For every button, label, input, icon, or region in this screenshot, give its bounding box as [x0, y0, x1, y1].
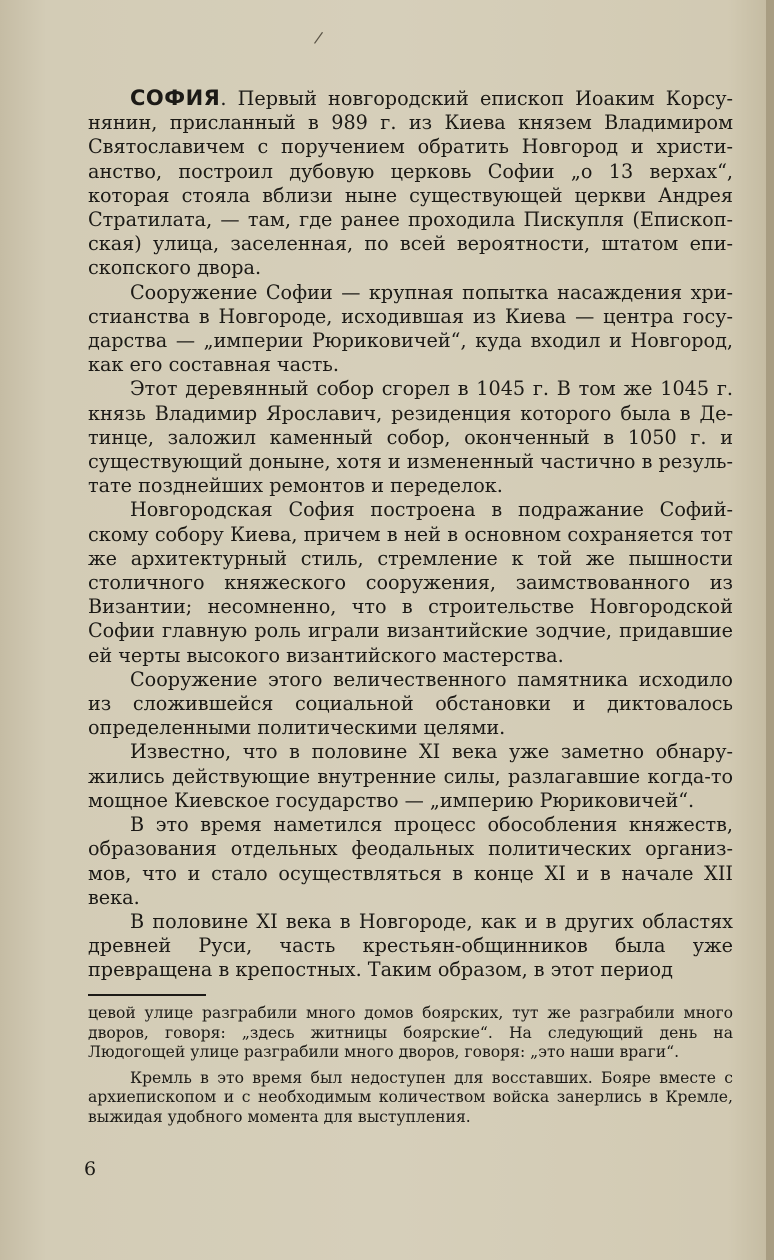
paragraph-2: Сооружение Софии — крупная попытка насаждения христианства в Новгороде, исходившая из Киева — центра государства — „империи Рюриковичей“, куда входил и Новгород, как его составная часть.: [88, 280, 733, 377]
ink-mark: /: [313, 27, 325, 48]
footnote-rule: [88, 994, 206, 996]
paragraph-3: Этот деревянный собор сгорел в 1045 г. В том же 1045 г. князь Владимир Ярославич, резиденция которого была в Детинце, заложил каменный собор, оконченный в 1050 г. и существующий доныне, хотя и измененный частично в результате позднейших ремонтов и переделок.: [88, 377, 733, 498]
paragraph-1: [88, 86, 733, 281]
paragraph-7: В это время наметился процесс обособления княжеств, образования отдельных феодальных политических организмов, что и стало осуществляться в конце XI и в начале XII века.: [88, 813, 733, 909]
paragraph-6: Известно, что в половине XI века уже заметно обнаружились действующие внутренние силы, разлагавшие когда-то мощное Киевское государство — „империю Рюриковичей“.: [88, 740, 733, 812]
footnote-2: Кремль в это время был недоступен для восставших. Бояре вместе с архиепископом и с необходимым количеством войска занерлись в Кремле, выжидая удобного момента для выступления.: [88, 1068, 733, 1126]
footnote-1: цевой улице разграбили много домов боярских, тут же разграбили много дворов, говоря: „здесь житницы боярские“. На следующий день на Людогощей улице разграбили много дворов, говоря: „это наши враги“.: [88, 1004, 733, 1062]
main-text: [88, 86, 733, 983]
paragraph-8: В половине XI века в Новгороде, как и в других областях древней Руси, часть крестьян-общинников была уже превращена в крепостных. Таким образом, в этот период: [88, 909, 733, 982]
paragraph-5: Сооружение этого величественного памятника исходило из сложившейся социальной обстановки и диктовалось определенными политическими целями.: [88, 667, 733, 740]
paragraph-1-text: . Первый новгородский епископ Иоаким Корсунянин, присланный в 989 г. из Киева князем Владимиром Святославичем с поручением обратить Новгород и христианство, построил дубовую церковь Софии „о 13 верхах“, которая стояла вблизи ныне существующей церкви Андрея Стратилата, — там, где ранее проходила Пискупля (Епископская) улица, заселенная, по всей вероятности, штатом епископского двора.: [88, 87, 733, 280]
footnotes: [88, 1004, 733, 1128]
section-heading: СОФИЯ: [130, 86, 221, 110]
paragraph-4: Новгородская София построена в подражание Софийскому собору Киева, причем в ней в основном сохраняется тот же архитектурный стиль, стремление к той же пышности столичного княжеского сооружения, заимствованного из Византии; несомненно, что в строительстве Новгородской Софии главную роль играли византийские зодчие, придавшие ей черты высокого византийского мастерства.: [88, 498, 733, 667]
page-number: 6: [84, 1158, 97, 1180]
